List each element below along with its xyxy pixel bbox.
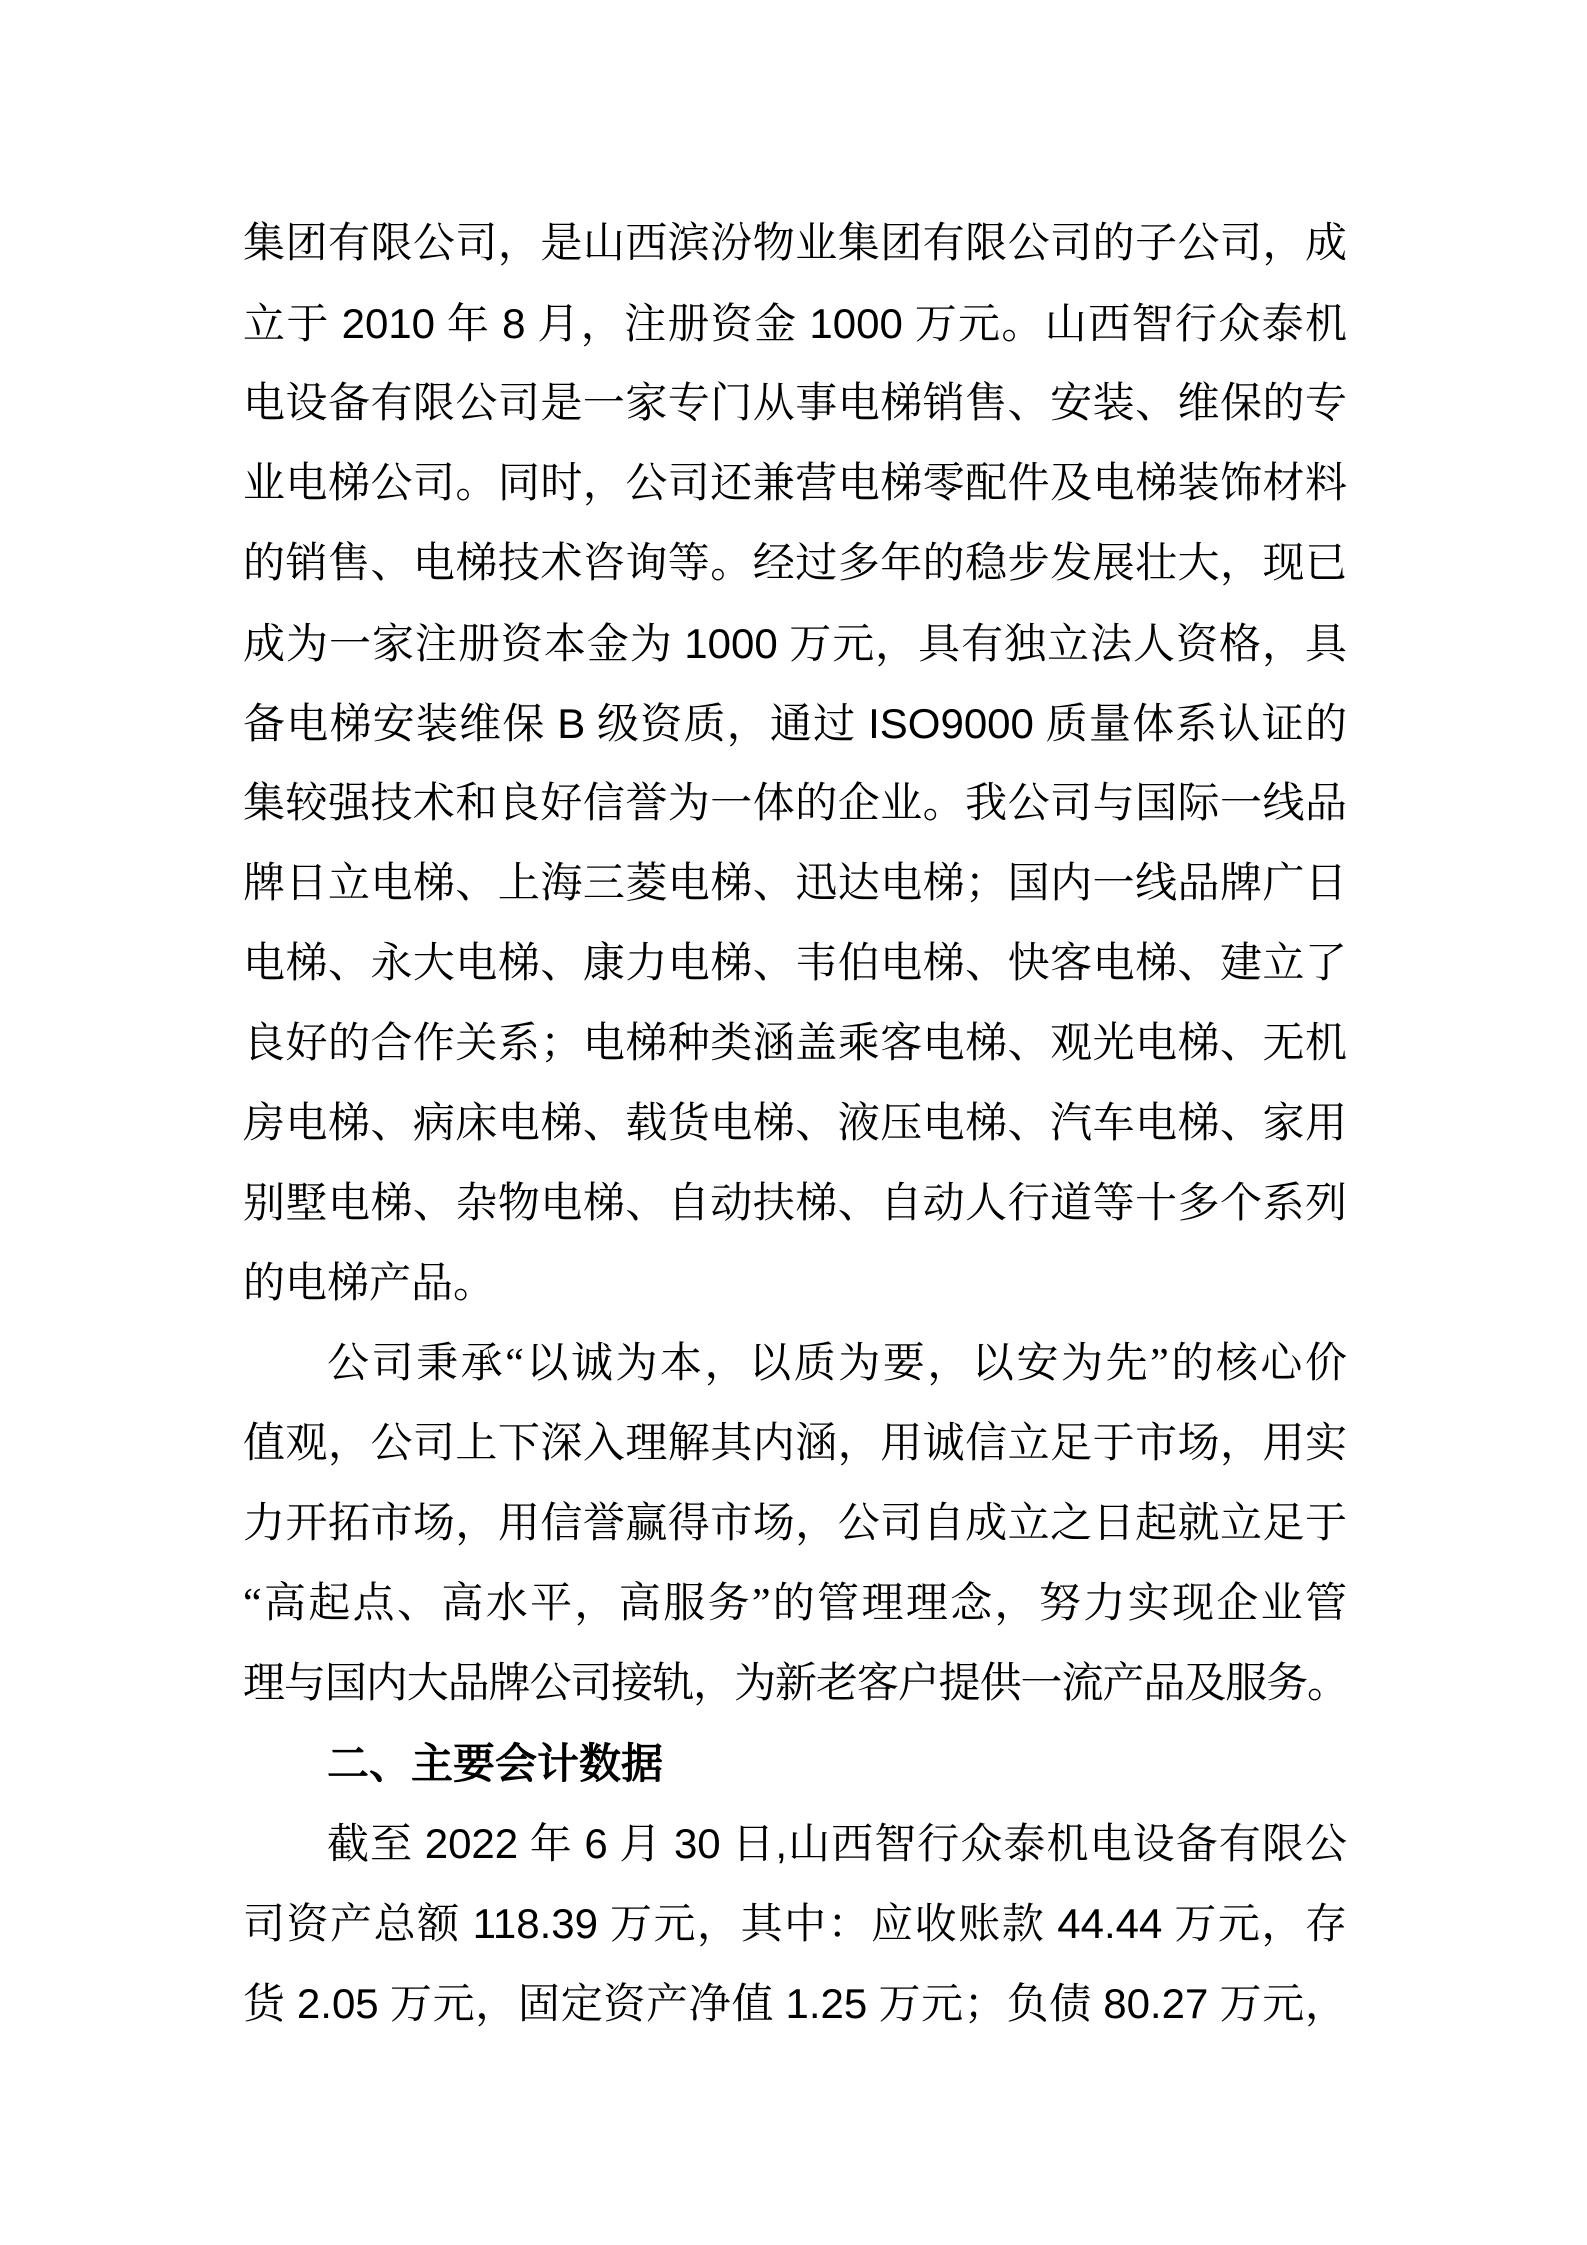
text-line: 的销售、电梯技术咨询等。经过多年的稳步发展壮大，现已 bbox=[243, 541, 1347, 587]
text-line: 公司秉承“以诚为本，以质为要，以安为先”的核心价 bbox=[327, 1341, 1347, 1387]
text-line: 业电梯公司。同时，公司还兼营电梯零配件及电梯装饰材料 bbox=[243, 461, 1347, 507]
text-line: 截至 2022 年 6 月 30 日,山西智行众泰机电设备有限公 bbox=[327, 1820, 1347, 1868]
latin-run: 118.39 bbox=[472, 1900, 598, 1947]
text-line: 备电梯安装维保 B 级资质，通过 ISO9000 质量体系认证的 bbox=[243, 700, 1347, 748]
text-line: 房电梯、病床电梯、载货电梯、液压电梯、汽车电梯、家用 bbox=[243, 1101, 1347, 1147]
latin-run: 8 bbox=[502, 300, 526, 347]
latin-run: 1000 bbox=[684, 620, 778, 667]
section-heading: 二、主要会计数据 bbox=[327, 1740, 664, 1787]
text-line: 理与国内大品牌公司接轨，为新老客户提供一流产品及服务。 bbox=[243, 1661, 1347, 1707]
latin-run: B bbox=[557, 700, 586, 747]
text-line: 立于 2010 年 8 月，注册资金 1000 万元。山西智行众泰机 bbox=[243, 300, 1347, 348]
text-line: 良好的合作关系；电梯种类涵盖乘客电梯、观光电梯、无机 bbox=[243, 1021, 1347, 1067]
text-line: 牌日立电梯、上海三菱电梯、迅达电梯；国内一线品牌广日 bbox=[243, 861, 1347, 907]
latin-run: 2.05 bbox=[296, 1980, 379, 2027]
text-line: 的电梯产品。 bbox=[243, 1261, 496, 1307]
text-line: 司资产总额 118.39 万元，其中：应收账款 44.44 万元，存 bbox=[243, 1900, 1347, 1948]
text-line: “高起点、高水平，高服务”的管理理念，努力实现企业管 bbox=[243, 1581, 1347, 1627]
latin-run: 6 bbox=[584, 1820, 608, 1867]
text-line: 成为一家注册资本金为 1000 万元，具有独立法人资格，具 bbox=[243, 620, 1347, 668]
latin-run: ISO9000 bbox=[868, 700, 1034, 747]
text-line: 集较强技术和良好信誉为一体的企业。我公司与国际一线品 bbox=[243, 781, 1347, 827]
text-line: 电梯、永大电梯、康力电梯、韦伯电梯、快客电梯、建立了 bbox=[243, 941, 1347, 987]
latin-run: 44.44 bbox=[1057, 1900, 1163, 1947]
latin-run: , bbox=[775, 1820, 787, 1867]
latin-run: 1.25 bbox=[785, 1980, 868, 2027]
text-line: 值观，公司上下深入理解其内涵，用诚信立足于市场，用实 bbox=[243, 1421, 1347, 1467]
text-line: 力开拓市场，用信誉赢得市场，公司自成立之日起就立足于 bbox=[243, 1501, 1347, 1547]
text-line: 电设备有限公司是一家专门从事电梯销售、安装、维保的专 bbox=[243, 381, 1347, 427]
latin-run: 80.27 bbox=[1103, 1980, 1209, 2027]
latin-run: 2010 bbox=[341, 300, 436, 347]
latin-run: 30 bbox=[673, 1820, 721, 1867]
text-line: 集团有限公司，是山西滨汾物业集团有限公司的子公司，成 bbox=[243, 221, 1347, 267]
latin-run: 1000 bbox=[809, 300, 903, 347]
latin-run: 2022 bbox=[424, 1820, 519, 1867]
text-line: 别墅电梯、杂物电梯、自动扶梯、自动人行道等十多个系列 bbox=[243, 1181, 1347, 1227]
page-text bbox=[243, 204, 1347, 2044]
text-line: 货 2.05 万元，固定资产净值 1.25 万元；负债 80.27 万元， bbox=[243, 1980, 1347, 2028]
